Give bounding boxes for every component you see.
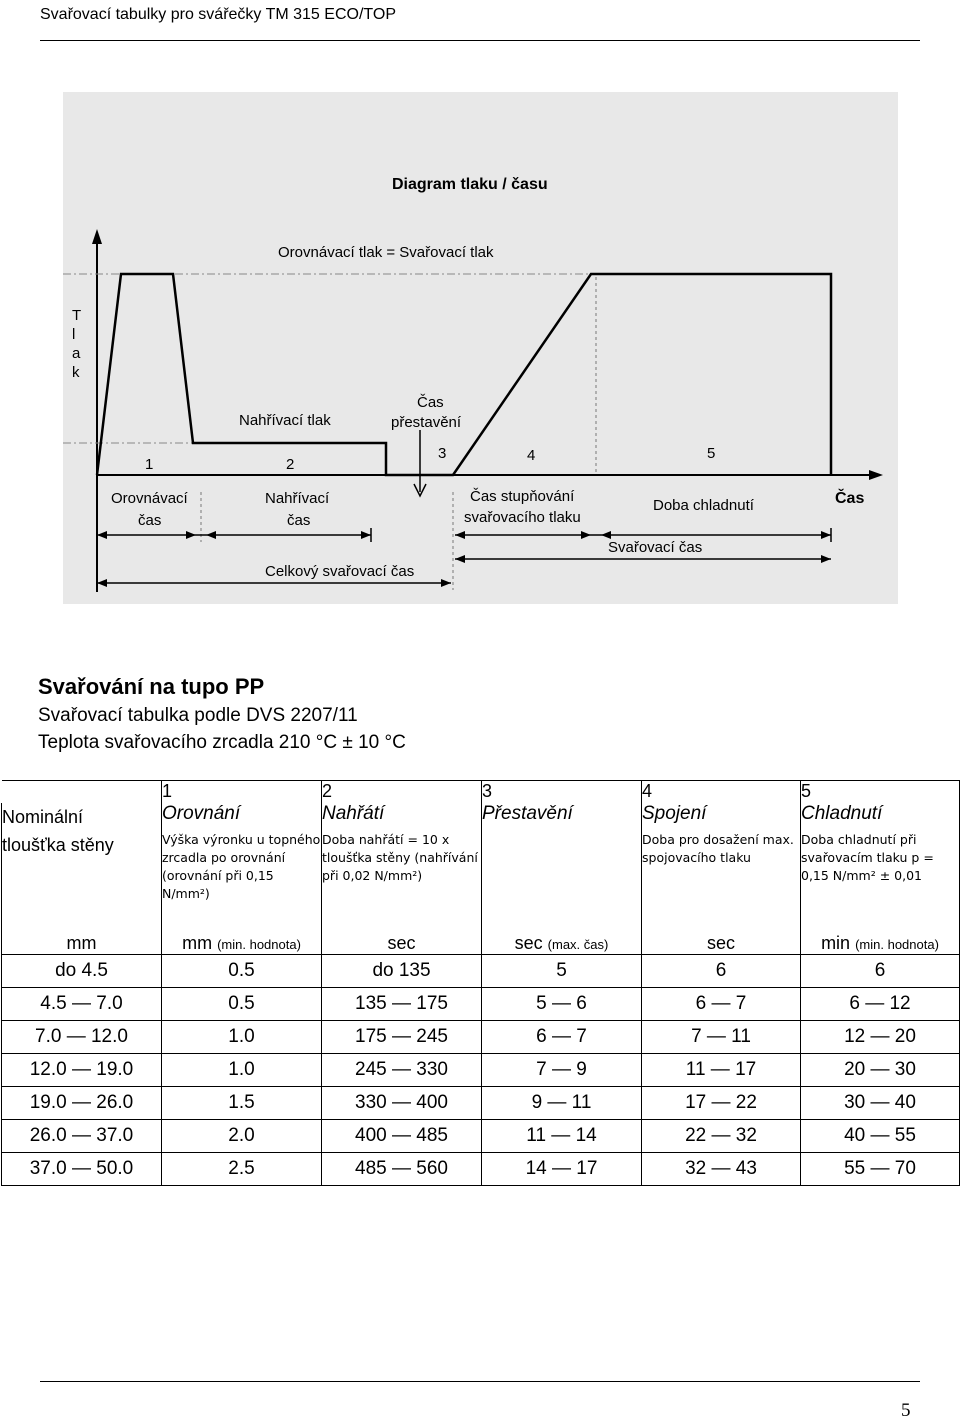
table-cell: 12.0 — 19.0	[2, 1054, 162, 1087]
footer-rule	[40, 1381, 920, 1382]
segment-ramp-label-2: svařovacího tlaku	[464, 509, 581, 526]
section-subtitle-temperature: Teplota svařovacího zrcadla 210 °C ± 10 °C	[38, 732, 406, 753]
x-axis-arrow	[869, 470, 883, 480]
table-cell: 6	[642, 955, 801, 988]
column-number-1: 1	[162, 781, 322, 804]
table-cell: 11 — 14	[482, 1120, 642, 1153]
unit-nominal: mm	[2, 933, 162, 955]
welding-table	[1, 780, 960, 1186]
table-cell: 2.0	[162, 1120, 322, 1153]
table-cell: 6 — 7	[482, 1021, 642, 1054]
table-cell: 6 — 7	[642, 988, 801, 1021]
table-cell: 11 — 17	[642, 1054, 801, 1087]
table-row	[2, 1153, 960, 1186]
table-row	[2, 1021, 960, 1054]
column-number-4: 4	[642, 781, 801, 804]
total-weld-time-label: Celkový svařovací čas	[265, 563, 415, 580]
table-cell: 485 — 560	[322, 1153, 482, 1186]
table-cell: 245 — 330	[322, 1054, 482, 1087]
segment-ramp-label-1: Čas stupňování	[470, 488, 575, 505]
time-axis-label: Čas	[835, 490, 865, 507]
segment-heat-label-2: čas	[287, 512, 311, 529]
table-unit-row	[2, 933, 960, 955]
pressure-time-diagram	[63, 92, 898, 604]
table-cell: 1.0	[162, 1021, 322, 1054]
table-cell: 1.5	[162, 1087, 322, 1120]
phase-number-5: 5	[707, 445, 716, 462]
changeover-label-1: Čas	[417, 394, 444, 411]
unit-alignment: mm (min. hodnota)	[162, 933, 322, 955]
table-cell: 6	[801, 955, 960, 988]
table-cell: 22 — 32	[642, 1120, 801, 1153]
column-header-heating: Nahřátí Doba nahřátí = 10 x tloušťka stěny (nahřívání při 0,02 N/mm²)	[322, 803, 482, 933]
table-cell: 17 — 22	[642, 1087, 801, 1120]
corner-cell	[2, 781, 162, 804]
column-number-2: 2	[322, 781, 482, 804]
unit-changeover: sec (max. čas)	[482, 933, 642, 955]
table-cell: 12 — 20	[801, 1021, 960, 1054]
table-header-row	[2, 803, 960, 933]
weld-time-label: Svařovací čas	[608, 539, 703, 556]
section-subtitle-standard: Svařovací tabulka podle DVS 2207/11	[38, 705, 358, 726]
table-cell: do 135	[322, 955, 482, 988]
segment-heat-label-1: Nahřívací	[265, 490, 330, 507]
table-cell: 32 — 43	[642, 1153, 801, 1186]
table-cell: 5 — 6	[482, 988, 642, 1021]
table-cell: 4.5 — 7.0	[2, 988, 162, 1021]
unit-joining: sec	[642, 933, 801, 955]
table-cell: 7 — 9	[482, 1054, 642, 1087]
table-row	[2, 1120, 960, 1153]
table-number-row	[2, 781, 960, 804]
table-cell: 7 — 11	[642, 1021, 801, 1054]
page-number: 5	[901, 1400, 911, 1421]
table-cell: 0.5	[162, 988, 322, 1021]
table-cell: 6 — 12	[801, 988, 960, 1021]
column-number-3: 3	[482, 781, 642, 804]
segment-align-label-1: Orovnávací	[111, 490, 188, 507]
changeover-label-2: přestavění	[391, 414, 462, 431]
table-row	[2, 955, 960, 988]
table-cell: 135 — 175	[322, 988, 482, 1021]
table-cell: 330 — 400	[322, 1087, 482, 1120]
column-header-alignment: Orovnání Výška výronku u topného zrcadla po orovnání (orovnání při 0,15 N/mm²)	[162, 803, 322, 933]
diagram-lines	[63, 92, 898, 604]
segment-cool-label: Doba chladnutí	[653, 497, 754, 514]
document-header-title: Svařovací tabulky pro svářečky TM 315 ECO/TOP	[40, 6, 396, 23]
unit-heating: sec	[322, 933, 482, 955]
column-number-5: 5	[801, 781, 960, 804]
table-cell: 400 — 485	[322, 1120, 482, 1153]
pressure-curve	[97, 274, 831, 475]
table-cell: 37.0 — 50.0	[2, 1153, 162, 1186]
table-cell: 19.0 — 26.0	[2, 1087, 162, 1120]
segment-align-label-2: čas	[138, 512, 162, 529]
table-body	[2, 955, 960, 1186]
column-header-joining: Spojení Doba pro dosažení max. spojovacího tlaku	[642, 803, 801, 933]
table-cell: 55 — 70	[801, 1153, 960, 1186]
pressure-note: Orovnávací tlak = Svařovací tlak	[278, 244, 494, 261]
y-axis-label: T l a k	[72, 307, 82, 381]
table-cell: 2.5	[162, 1153, 322, 1186]
heating-pressure-label: Nahřívací tlak	[239, 412, 331, 429]
table-cell: 175 — 245	[322, 1021, 482, 1054]
nominal-thickness-header: Nominální tloušťka stěny	[2, 803, 162, 933]
column-header-cooling: Chladnutí Doba chladnutí při svařovacím tlaku p = 0,15 N/mm² ± 0,01	[801, 803, 960, 933]
table-cell: 1.0	[162, 1054, 322, 1087]
table-row	[2, 1054, 960, 1087]
table-row	[2, 1087, 960, 1120]
table-cell: 0.5	[162, 955, 322, 988]
table-cell: 40 — 55	[801, 1120, 960, 1153]
table-cell: 7.0 — 12.0	[2, 1021, 162, 1054]
phase-number-1: 1	[145, 456, 154, 473]
phase-number-2: 2	[286, 456, 295, 473]
y-axis-arrow	[92, 229, 102, 244]
table-cell: 20 — 30	[801, 1054, 960, 1087]
table-cell: do 4.5	[2, 955, 162, 988]
table-row	[2, 988, 960, 1021]
unit-cooling: min (min. hodnota)	[801, 933, 960, 955]
section-title: Svařování na tupo PP	[38, 674, 265, 699]
column-header-changeover: Přestavění	[482, 803, 642, 933]
header-rule	[40, 40, 920, 41]
table-cell: 30 — 40	[801, 1087, 960, 1120]
diagram-title: Diagram tlaku / času	[392, 176, 548, 193]
table-cell: 9 — 11	[482, 1087, 642, 1120]
table-cell: 26.0 — 37.0	[2, 1120, 162, 1153]
phase-number-3: 3	[438, 445, 447, 462]
phase-number-4: 4	[527, 447, 536, 464]
table-cell: 5	[482, 955, 642, 988]
table-cell: 14 — 17	[482, 1153, 642, 1186]
